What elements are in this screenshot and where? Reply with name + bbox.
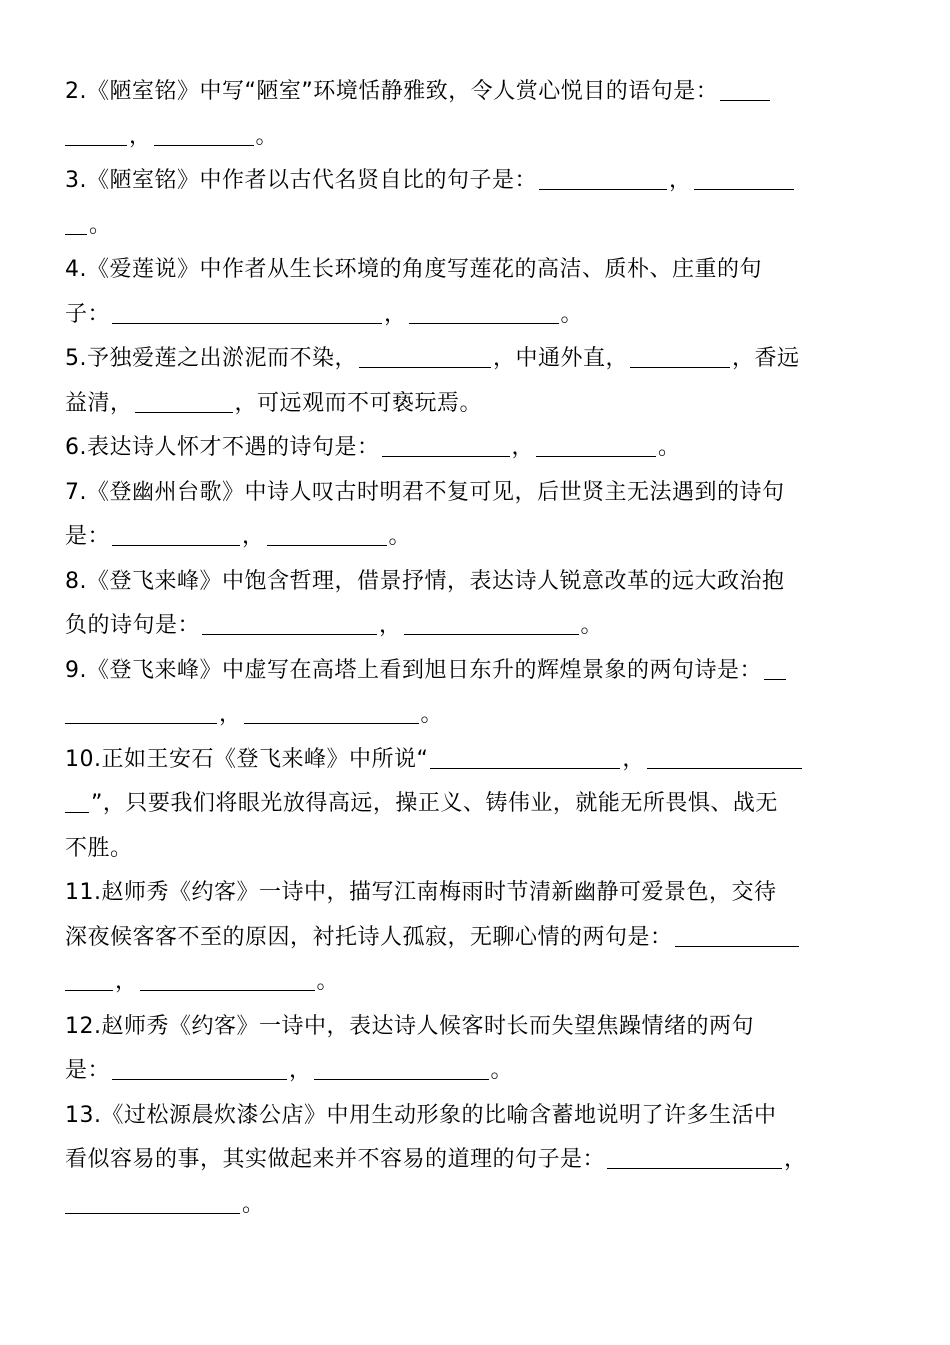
question-text: 7.《登幽州台歌》中诗人叹古时明君不复可见，后世贤主无法遇到的诗句: [65, 479, 785, 505]
question-line: [65, 693, 887, 738]
question-text: 。: [580, 613, 604, 638]
answer-blank[interactable]: [65, 212, 87, 235]
question-line: [65, 337, 887, 382]
question-line: [65, 604, 887, 649]
question-text: ，: [129, 123, 152, 149]
question-text: ，: [384, 301, 407, 327]
question-line: [65, 248, 887, 293]
answer-blank[interactable]: [202, 612, 377, 635]
answer-blank[interactable]: [140, 968, 315, 991]
answer-blank[interactable]: [630, 345, 730, 368]
question-12: [65, 1005, 887, 1094]
question-text: 13.《过松源晨炊漆公店》中用生动形象的比喻含蓄地说明了许多生活中: [65, 1102, 777, 1128]
question-text: ，: [289, 1058, 312, 1083]
question-6: [65, 426, 887, 471]
question-line: [65, 1138, 887, 1183]
question-text: 是：: [65, 524, 111, 549]
question-line: [65, 159, 887, 204]
question-line: [65, 515, 887, 560]
answer-blank[interactable]: [539, 167, 667, 190]
question-line: [65, 1005, 887, 1050]
answer-blank[interactable]: [404, 612, 579, 635]
answer-blank[interactable]: [112, 523, 240, 546]
answer-blank[interactable]: [65, 701, 217, 724]
question-line: [65, 204, 887, 249]
question-line: [65, 649, 887, 694]
question-text: ，可远观而不可亵玩焉。: [234, 390, 483, 416]
question-7: [65, 471, 887, 560]
answer-blank[interactable]: [607, 1146, 782, 1169]
question-text: 。: [420, 702, 444, 727]
question-text: 。: [255, 123, 279, 149]
question-text: 。: [388, 524, 412, 549]
answer-blank[interactable]: [382, 434, 510, 457]
answer-blank[interactable]: [430, 746, 620, 769]
answer-blank[interactable]: [135, 390, 233, 413]
answer-blank[interactable]: [675, 924, 799, 947]
question-text: 11.赵师秀《约客》一诗中，描写江南梅雨时节清新幽静可爱景色，交待: [65, 880, 777, 905]
question-text: 9.《登飞来峰》中虚写在高塔上看到旭日东升的辉煌景象的两句诗是：: [65, 657, 762, 683]
question-text: 8.《登飞来峰》中饱含哲理，借景抒情，表达诗人锐意改革的远大政治抱: [65, 568, 785, 594]
question-line: [65, 560, 887, 605]
question-text: ，: [622, 746, 645, 772]
question-text: 不胜。: [65, 835, 133, 861]
question-text: 。: [490, 1058, 514, 1083]
answer-blank[interactable]: [764, 657, 786, 680]
question-line: [65, 426, 887, 471]
question-text: 。: [242, 1191, 265, 1217]
question-4: [65, 248, 887, 337]
question-line: [65, 293, 887, 338]
answer-blank[interactable]: [720, 78, 770, 101]
question-text: ，: [379, 613, 402, 638]
question-10: [65, 738, 887, 872]
question-11: [65, 871, 887, 1005]
answer-blank[interactable]: [267, 523, 387, 546]
question-line: [65, 916, 887, 961]
answer-blank[interactable]: [409, 301, 559, 324]
question-5: [65, 337, 887, 426]
question-text: 4.《爱莲说》中作者从生长环境的角度写莲花的高洁、质朴、庄重的句: [65, 257, 762, 282]
question-line: [65, 382, 887, 427]
question-text: 。: [658, 435, 681, 460]
question-line: [65, 960, 887, 1005]
question-text: 。: [316, 969, 340, 994]
question-text: 10.正如王安石《登飞来峰》中所说“: [65, 746, 429, 772]
question-text: ，: [784, 1147, 807, 1172]
question-9: [65, 649, 887, 738]
answer-blank[interactable]: [65, 790, 89, 813]
answer-blank[interactable]: [244, 701, 419, 724]
question-line: [65, 115, 887, 160]
answer-blank[interactable]: [65, 968, 113, 991]
question-text: 深夜候客客不至的原因，衬托诗人孤寂，无聊心情的两句是：: [65, 924, 673, 950]
question-text: 益清，: [65, 390, 133, 416]
question-text: 12.赵师秀《约客》一诗中，表达诗人候客时长而失望焦躁情绪的两句: [65, 1013, 754, 1039]
answer-blank[interactable]: [647, 746, 802, 769]
question-line: [65, 1094, 887, 1139]
question-line: [65, 738, 887, 783]
question-text: ，香远: [732, 346, 800, 371]
question-text: ，: [511, 435, 535, 460]
question-text: ，: [669, 168, 692, 193]
question-text: 看似容易的事，其实做起来并不容易的道理的句子是：: [65, 1147, 606, 1172]
question-text: ，中通外直，: [493, 346, 629, 371]
question-line: [65, 70, 887, 115]
answer-blank[interactable]: [359, 345, 491, 368]
question-line: [65, 782, 887, 827]
answer-blank[interactable]: [65, 1191, 240, 1214]
question-line: [65, 871, 887, 916]
question-text: 是：: [65, 1058, 111, 1083]
worksheet: [65, 70, 887, 1227]
question-text: 2.《陋室铭》中写“陋室”环境恬静雅致，令人赏心悦目的语句是：: [65, 79, 719, 104]
question-line: [65, 1049, 887, 1094]
answer-blank[interactable]: [112, 1057, 287, 1080]
answer-blank[interactable]: [536, 434, 656, 457]
answer-blank[interactable]: [694, 167, 794, 190]
question-line: [65, 471, 887, 516]
question-text: ，: [115, 969, 138, 994]
question-text: 负的诗句是：: [65, 613, 201, 638]
question-line: [65, 1183, 887, 1228]
question-text: 。: [89, 212, 112, 238]
answer-blank[interactable]: [154, 123, 254, 146]
question-text: ，: [219, 702, 242, 727]
question-text: 5.予独爱莲之出淤泥而不染，: [65, 346, 357, 371]
answer-blank[interactable]: [314, 1057, 489, 1080]
answer-blank[interactable]: [112, 301, 382, 324]
question-text: ，: [242, 524, 265, 549]
question-text: 。: [560, 301, 584, 327]
question-text: ”，只要我们将眼光放得高远，操正义、铸伟业，就能无所畏惧、战无: [91, 791, 778, 816]
question-text: 子：: [65, 301, 111, 327]
question-text: 3.《陋室铭》中作者以古代名贤自比的句子是：: [65, 168, 537, 193]
question-2: [65, 70, 887, 159]
question-13: [65, 1094, 887, 1228]
question-3: [65, 159, 887, 248]
question-8: [65, 560, 887, 649]
answer-blank[interactable]: [65, 123, 127, 146]
question-line: [65, 827, 887, 872]
question-text: 6.表达诗人怀才不遇的诗句是：: [65, 435, 380, 460]
